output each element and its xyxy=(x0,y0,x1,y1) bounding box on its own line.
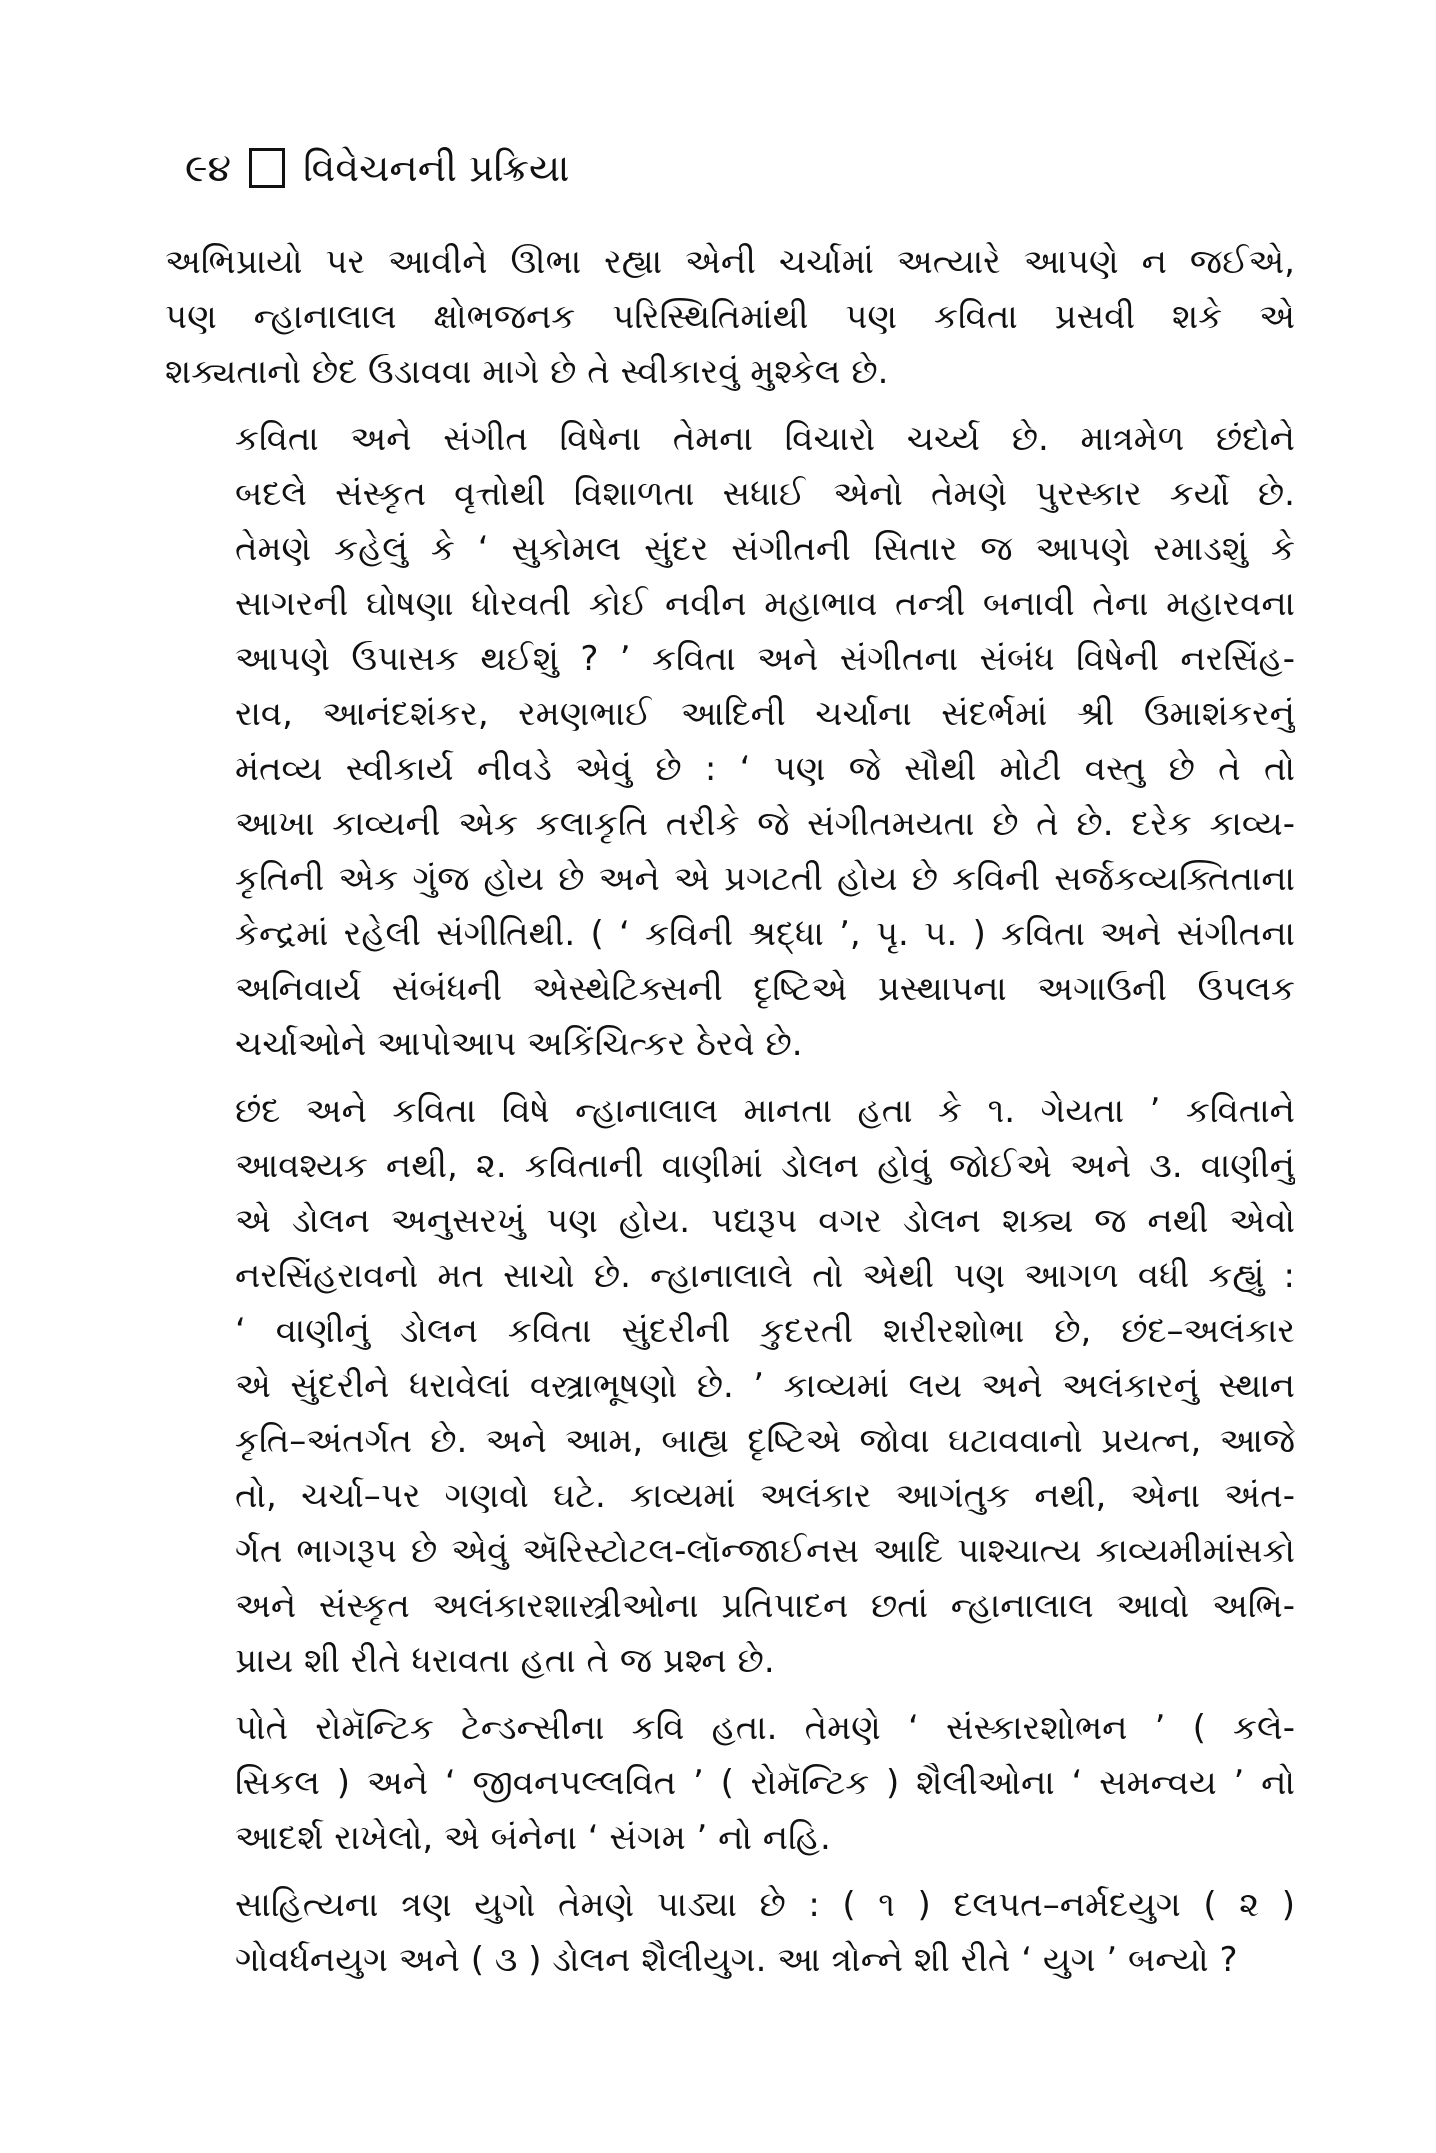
paragraph xyxy=(165,412,1295,1072)
running-title: વિવેચનની પ્રક્રિયા xyxy=(303,146,570,190)
paragraph xyxy=(165,1701,1295,1866)
text-line: બદલે સંસ્કૃત વૃત્તોથી વિશાળતા સધાઈ એનો તેમણે પુરસ્કાર કર્યો છે. xyxy=(235,474,1295,514)
text-line: સાહિત્યના ત્રણ યુગો તેમણે પાડ્યા છે : ( ૧ ) દલપત–નર્મદયુગ ( ૨ ) xyxy=(235,1885,1295,1925)
text-line: સાગરની ઘોષણા ધોરવતી કોઈ નવીન મહાભાવ તન્ત્રી બનાવી તેના મહારવના xyxy=(235,584,1295,624)
text-line: શક્યતાનો છેદ ઉડાવવા માગે છે તે સ્વીકારવું મુશ્કેલ છે. xyxy=(165,352,889,392)
page-number: ૯૪ xyxy=(185,146,232,190)
text-line: પ્રાય શી રીતે ધરાવતા હતા તે જ પ્રશ્ન છે. xyxy=(235,1641,775,1681)
paragraph xyxy=(165,1878,1295,1988)
text-line: પણ ન્હાનાલાલ ક્ષોભજનક પરિસ્થિતિમાંથી પણ કવિતા પ્રસવી શકે એ xyxy=(165,297,1295,337)
text-line: ર્ગત ભાગરૂપ છે એવું ઍરિસ્ટોટલ-લૉન્જાઈનસ આદિ પાશ્ચાત્ય કાવ્યમીમાંસકો xyxy=(235,1531,1295,1571)
page-header xyxy=(185,148,569,188)
text-line: કૃતિ–અંતર્ગત છે. અને આમ, બાહ્ય દૃષ્ટિએ જોવા ઘટાવવાનો પ્રયત્ન, આજે xyxy=(235,1421,1295,1461)
text-line: આવશ્યક નથી, ૨. કવિતાની વાણીમાં ડોલન હોવું જોઈએ અને ૩. વાણીનું xyxy=(235,1146,1295,1186)
text-line: ગોવર્ધનયુગ અને ( ૩ ) ડોલન શૈલીયુગ. આ ત્રોન્ને શી રીતે ‘ યુગ ’ બન્યો ? xyxy=(235,1940,1238,1980)
text-line: સિકલ ) અને ‘ જીવનપલ્લવિત ’ ( રોમૅન્ટિક ) શૈલીઓના ‘ સમન્વય ’ નો xyxy=(235,1763,1295,1803)
text-line: તો, ચર્ચા–પર ગણવો ઘટે. કાવ્યમાં અલંકાર આગંતુક નથી, એના અંત- xyxy=(235,1476,1295,1516)
page-body-text xyxy=(165,235,1295,2000)
text-line: આપણે ઉપાસક થઈશું ? ’ કવિતા અને સંગીતના સંબંધ વિષેની નરસિંહ- xyxy=(235,639,1295,679)
text-line: એ સુંદરીને ધરાવેલાં વસ્ત્રાભૂષણો છે. ’ કાવ્યમાં લય અને અલંકારનું સ્થાન xyxy=(235,1366,1295,1406)
text-line: એ ડોલન અનુસરખું પણ હોય. પદ્યરૂપ વગર ડોલન શક્ય જ નથી એવો xyxy=(235,1201,1295,1241)
text-line: ચર્ચાઓને આપોઆપ અકિંચિત્કર ઠેરવે છે. xyxy=(235,1024,803,1064)
text-line: રાવ, આનંદશંકર, રમણભાઈ આદિની ચર્ચાના સંદર્ભમાં શ્રી ઉમાશંકરનું xyxy=(235,694,1295,734)
square-ornament-icon xyxy=(249,148,285,188)
text-line: અભિપ્રાયો પર આવીને ઊભા રહ્યા એની ચર્ચામાં અત્યારે આપણે ન જઈએ, xyxy=(165,242,1295,282)
text-line: ‘ વાણીનું ડોલન કવિતા સુંદરીની કુદરતી શરીરશોભા છે, છંદ–અલંકાર xyxy=(235,1311,1295,1351)
text-line: કવિતા અને સંગીત વિષેના તેમના વિચારો ચર્ચ્ય છે. માત્રમેળ છંદોને xyxy=(235,419,1295,459)
text-line: મંતવ્ય સ્વીકાર્ય નીવડે એવું છે : ‘ પણ જે સૌથી મોટી વસ્તુ છે તે તો xyxy=(235,749,1295,789)
paragraph xyxy=(165,235,1295,400)
text-line: પોતે રોમૅન્ટિક ટેન્ડન્સીના કવિ હતા. તેમણે ‘ સંસ્કારશોભન ’ ( કલે- xyxy=(235,1708,1295,1748)
paragraph xyxy=(165,1084,1295,1689)
text-line: આખા કાવ્યની એક કલાકૃતિ તરીકે જે સંગીતમયતા છે તે છે. દરેક કાવ્ય- xyxy=(235,804,1295,844)
text-line: અનિવાર્ય સંબંધની એસ્થેટિક્સની દૃષ્ટિએ પ્રસ્થાપના અગાઉની ઉપલક xyxy=(235,969,1295,1009)
text-line: કેન્દ્રમાં રહેલી સંગીતિથી. ( ‘ કવિની શ્રદ્ધા ’, પૃ. ૫. ) કવિતા અને સંગીતના xyxy=(235,914,1295,954)
text-line: તેમણે કહેલું કે ‘ સુકોમલ સુંદર સંગીતની સિતાર જ આપણે રમાડશું કે xyxy=(235,529,1295,569)
text-line: આદર્શ રાખેલો, એ બંનેના ‘ સંગમ ’ નો નહિ. xyxy=(235,1818,831,1858)
text-line: અને સંસ્કૃત અલંકારશાસ્ત્રીઓના પ્રતિપાદન છતાં ન્હાનાલાલ આવો અભિ- xyxy=(235,1586,1295,1626)
text-line: કૃતિની એક ગુંજ હોય છે અને એ પ્રગટતી હોય છે કવિની સર્જકવ્યક્તિતાના xyxy=(235,859,1295,899)
text-line: નરસિંહરાવનો મત સાચો છે. ન્હાનાલાલે તો એથી પણ આગળ વધી કહ્યું : xyxy=(235,1256,1295,1296)
text-line: છંદ અને કવિતા વિષે ન્હાનાલાલ માનતા હતા કે ૧. ગેયતા ’ કવિતાને xyxy=(235,1091,1295,1131)
